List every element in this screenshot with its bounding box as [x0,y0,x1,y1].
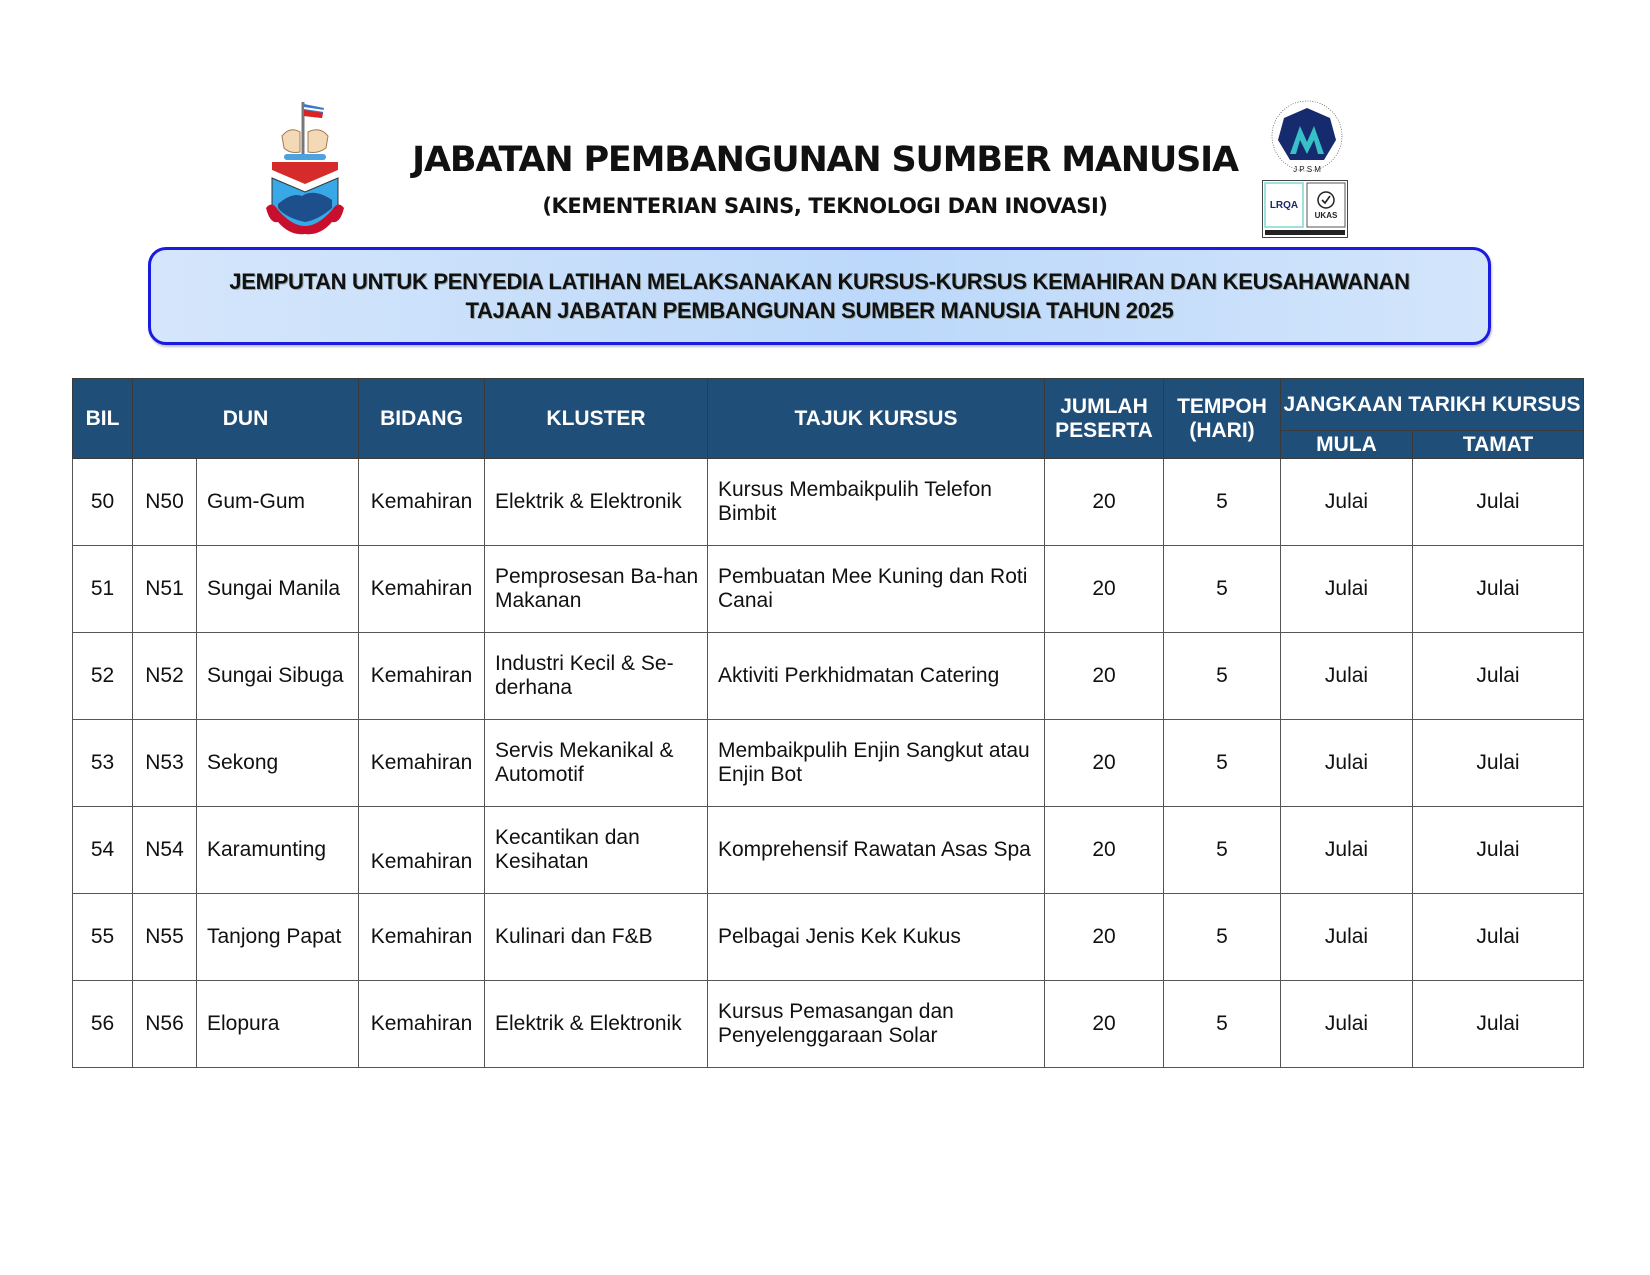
header-kluster: KLUSTER [485,379,708,459]
cell-bil: 54 [73,807,133,894]
page-subtitle: (KEMENTERIAN SAINS, TEKNOLOGI DAN INOVASI) [542,194,1108,218]
table-row [73,720,1584,807]
cell-tamat: Julai [1413,981,1584,1068]
cell-hari: 5 [1164,720,1281,807]
header-tamat: TAMAT [1413,431,1584,459]
table-row [73,807,1584,894]
table-row [73,981,1584,1068]
page-title: JABATAN PEMBANGUNAN SUMBER MANUSIA [412,140,1238,180]
cell-kod-dun: N55 [133,894,197,981]
cell-tajuk: Kursus Membaikpulih Telefon Bimbit [708,459,1045,546]
cell-tamat: Julai [1413,633,1584,720]
cell-kod-dun: N52 [133,633,197,720]
cell-kod-dun: N56 [133,981,197,1068]
cell-peserta: 20 [1045,807,1164,894]
cell-bidang: Kemahiran [359,894,485,981]
table-row [73,546,1584,633]
cell-tajuk: Komprehensif Rawatan Asas Spa [708,807,1045,894]
cell-tamat: Julai [1413,807,1584,894]
cell-bidang: Kemahiran [359,459,485,546]
cell-hari: 5 [1164,894,1281,981]
cell-hari: 5 [1164,459,1281,546]
cell-mula: Julai [1281,633,1413,720]
cell-peserta: 20 [1045,981,1164,1068]
cell-mula: Julai [1281,459,1413,546]
cell-bidang: Kemahiran [359,807,485,894]
cell-bil: 50 [73,459,133,546]
header-mula: MULA [1281,431,1413,459]
cell-tamat: Julai [1413,546,1584,633]
cell-hari: 5 [1164,546,1281,633]
cell-kod-dun: N50 [133,459,197,546]
cell-mula: Julai [1281,546,1413,633]
header-jangkaan-tarikh: JANGKAAN TARIKH KURSUS [1281,379,1584,431]
cell-peserta: 20 [1045,459,1164,546]
invitation-banner [148,247,1491,345]
svg-text:LRQA: LRQA [1269,200,1299,211]
cell-bil: 51 [73,546,133,633]
header-bidang: BIDANG [359,379,485,459]
cell-tajuk: Kursus Pemasangan dan Penyelenggaraan Solar [708,981,1045,1068]
cell-kluster: Kecantikan dan Kesihatan [485,807,708,894]
cell-kluster: Servis Mekanikal & Automotif [485,720,708,807]
sabah-coat-of-arms-icon [262,96,348,236]
cell-dun: Karamunting [197,807,359,894]
table-row [73,894,1584,981]
cell-bidang: Kemahiran [359,546,485,633]
cell-kluster: Elektrik & Elektronik [485,981,708,1068]
cell-peserta: 20 [1045,546,1164,633]
banner-line-1: JEMPUTAN UNTUK PENYEDIA LATIHAN MELAKSANAKAN KURSUS-KURSUS KEMAHIRAN DAN KEUSAHAWANAN [229,269,1410,294]
table-row [73,633,1584,720]
cell-bidang: Kemahiran [359,981,485,1068]
cell-dun: Sekong [197,720,359,807]
svg-text:UKAS: UKAS [1314,211,1338,220]
cell-hari: 5 [1164,807,1281,894]
svg-text:J P S M: J P S M [1293,165,1321,174]
cell-dun: Sungai Sibuga [197,633,359,720]
cell-kluster: Elektrik & Elektronik [485,459,708,546]
cell-tamat: Julai [1413,720,1584,807]
header-jumlah-peserta: JUMLAH PESERTA [1045,379,1164,459]
cell-dun: Gum-Gum [197,459,359,546]
cell-tajuk: Aktiviti Perkhidmatan Catering [708,633,1045,720]
cell-kod-dun: N51 [133,546,197,633]
cell-mula: Julai [1281,981,1413,1068]
cell-mula: Julai [1281,807,1413,894]
cell-peserta: 20 [1045,633,1164,720]
cell-kluster: Industri Kecil & Se-derhana [485,633,708,720]
cell-peserta: 20 [1045,894,1164,981]
header-tempoh: TEMPOH (HARI) [1164,379,1281,459]
cell-dun: Elopura [197,981,359,1068]
header-bil: BIL [73,379,133,459]
cell-tamat: Julai [1413,894,1584,981]
cell-dun: Sungai Manila [197,546,359,633]
cell-bil: 55 [73,894,133,981]
cell-hari: 5 [1164,633,1281,720]
cell-tajuk: Pembuatan Mee Kuning dan Roti Canai [708,546,1045,633]
cell-bil: 52 [73,633,133,720]
cell-bil: 56 [73,981,133,1068]
banner-line-2: TAJAAN JABATAN PEMBANGUNAN SUMBER MANUSIA TAHUN 2025 [465,298,1174,323]
cell-peserta: 20 [1045,720,1164,807]
header-tajuk-kursus: TAJUK KURSUS [708,379,1045,459]
cell-kluster: Pemprosesan Ba-han Makanan [485,546,708,633]
cell-tamat: Julai [1413,459,1584,546]
cell-kod-dun: N54 [133,807,197,894]
cell-bidang: Kemahiran [359,633,485,720]
cell-kluster: Kulinari dan F&B [485,894,708,981]
cell-hari: 5 [1164,981,1281,1068]
cell-dun: Tanjong Papat [197,894,359,981]
cell-mula: Julai [1281,720,1413,807]
cell-bidang: Kemahiran [359,720,485,807]
courses-table [72,378,1584,1068]
cell-bil: 53 [73,720,133,807]
cell-tajuk: Pelbagai Jenis Kek Kukus [708,894,1045,981]
table-row [73,459,1584,546]
cell-tajuk: Membaikpulih Enjin Sangkut atau Enjin Bot [708,720,1045,807]
cell-kod-dun: N53 [133,720,197,807]
header-dun: DUN [133,379,359,459]
cell-mula: Julai [1281,894,1413,981]
